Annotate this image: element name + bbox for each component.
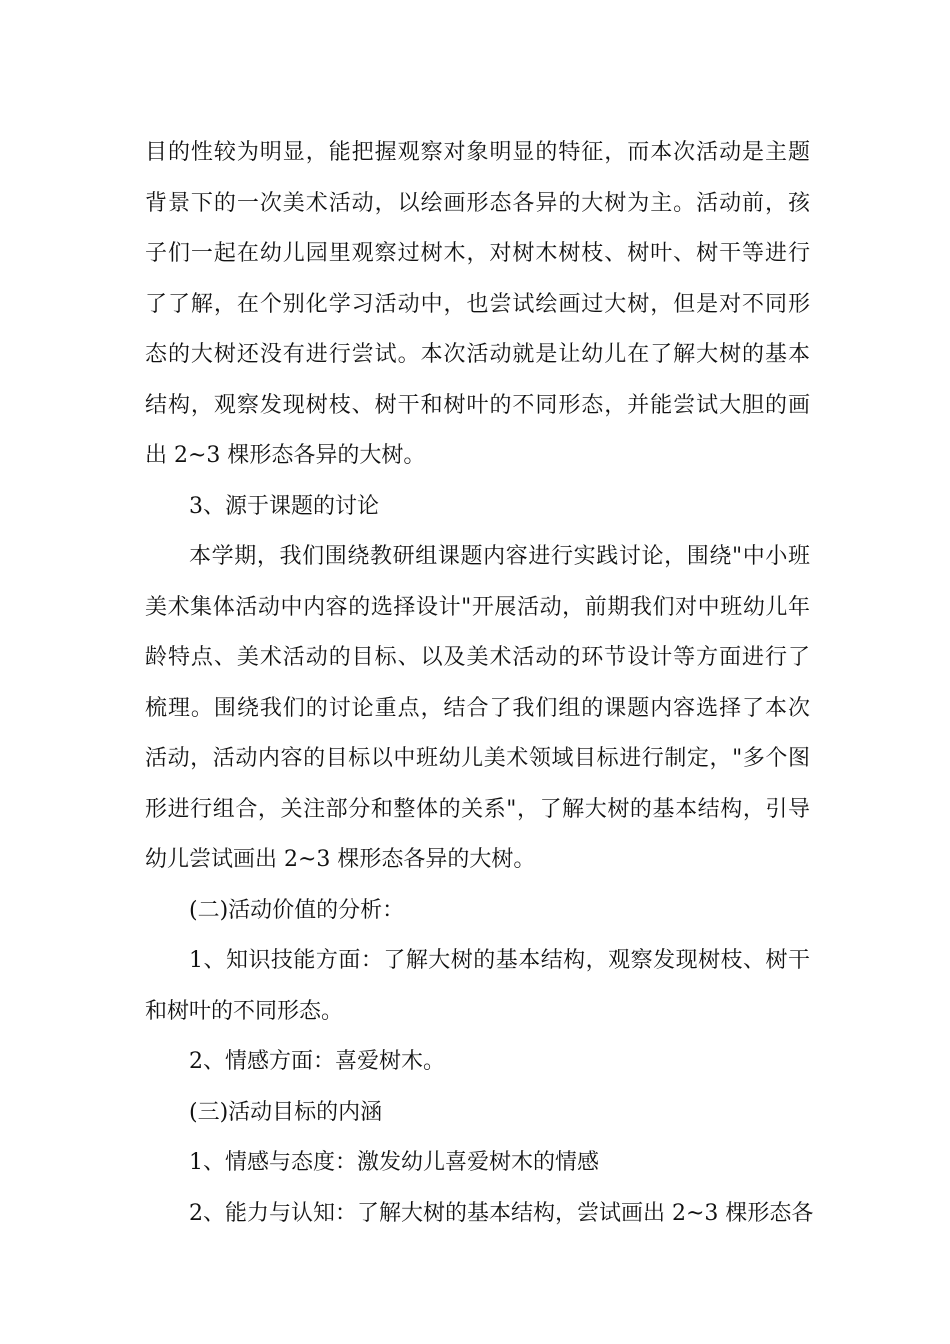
text-line-21: 1、情感与态度：激发幼儿喜爱树木的情感 <box>189 1150 599 1175</box>
text-line-13: 活动，活动内容的目标以中班幼儿美术领域目标进行制定，"多个图 <box>145 746 810 771</box>
section-heading-3b: (三)活动目标的内涵 <box>189 1099 383 1125</box>
text-line-18: 和树叶的不同形态。 <box>145 998 344 1024</box>
text-line-14: 形进行组合，关注部分和整体的关系"，了解大树的基本结构，引导 <box>145 796 810 822</box>
text-line-3: 子们一起在幼儿园里观察过树木，对树木树枝、树叶、树干等进行 <box>145 241 810 266</box>
text-line-12: 梳理。围绕我们的讨论重点，结合了我们组的课题内容选择了本次 <box>145 695 810 721</box>
document-body <box>145 128 814 1239</box>
text-line-15: 幼儿尝试画出 2~3 棵形态各异的大树。 <box>145 847 536 872</box>
text-line-19: 2、情感方面：喜爱树木。 <box>189 1049 445 1074</box>
text-line-4: 了了解，在个别化学习活动中，也尝试绘画过大树，但是对不同形 <box>145 291 810 317</box>
section-heading-3: 3、源于课题的讨论 <box>189 493 379 519</box>
text-line-2: 背景下的一次美术活动，以绘画形态各异的大树为主。活动前，孩 <box>145 190 810 216</box>
text-line-11: 龄特点、美术活动的目标、以及美术活动的环节设计等方面进行了 <box>145 645 810 670</box>
text-line-22: 2、能力与认知：了解大树的基本结构，尝试画出 2~3 棵形态各 <box>189 1200 814 1226</box>
text-line-7: 出 2~3 棵形态各异的大树。 <box>145 443 426 468</box>
text-line-1: 目的性较为明显，能把握观察对象明显的特征，而本次活动是主题 <box>145 140 810 165</box>
text-line-17: 1、知识技能方面：了解大树的基本结构，观察发现树枝、树干 <box>189 948 810 973</box>
text-line-10: 美术集体活动中内容的选择设计"开展活动，前期我们对中班幼儿年 <box>145 594 810 620</box>
text-line-9: 本学期，我们围绕教研组课题内容进行实践讨论，围绕"中小班 <box>189 544 810 569</box>
text-line-5: 态的大树还没有进行尝试。本次活动就是让幼儿在了解大树的基本 <box>145 342 810 367</box>
text-line-6: 结构，观察发现树枝、树干和树叶的不同形态，并能尝试大胆的画 <box>145 392 810 418</box>
section-heading-2: (二)活动价值的分析： <box>189 897 405 923</box>
